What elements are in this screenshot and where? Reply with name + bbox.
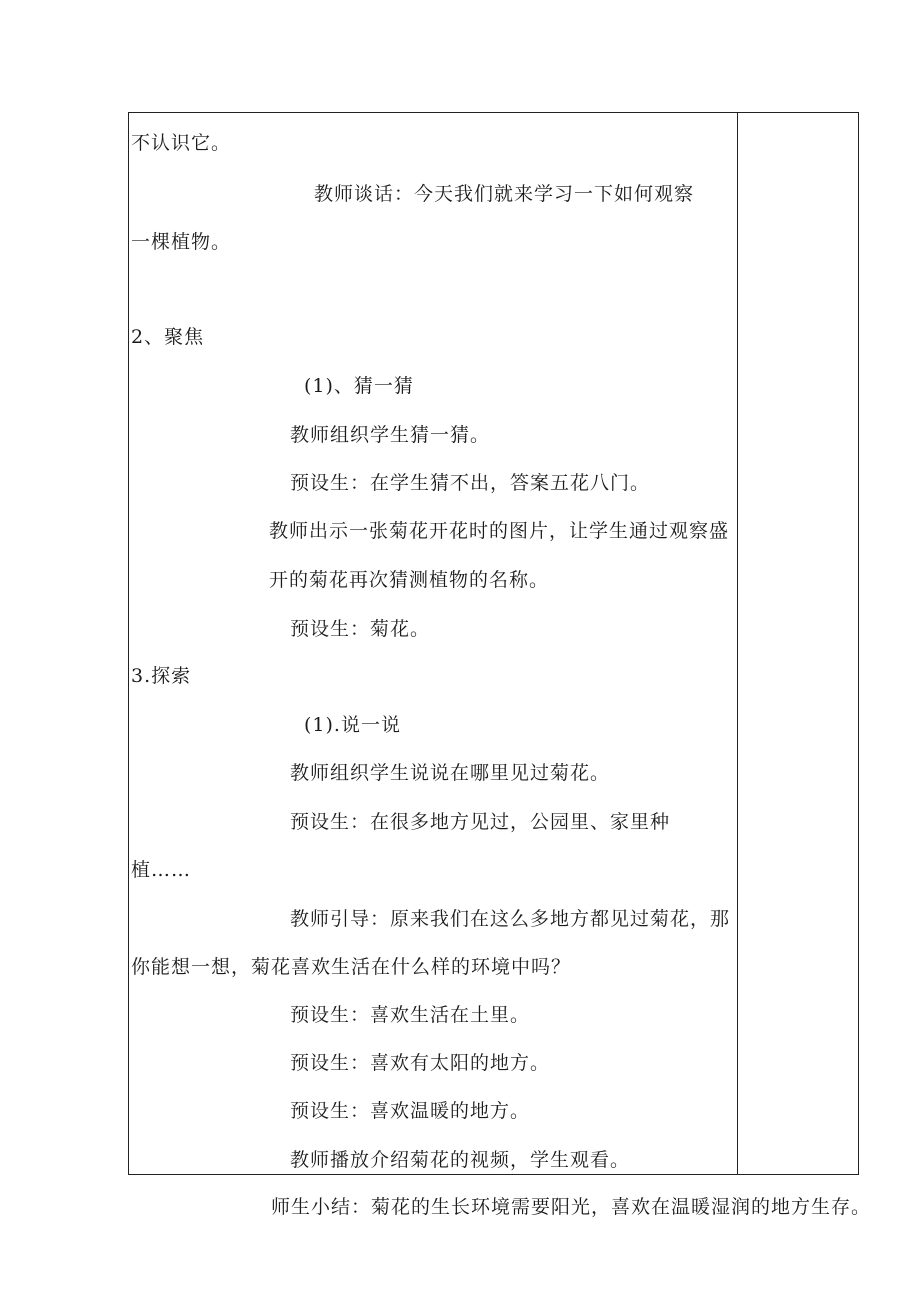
- section-heading: 3.探索: [131, 665, 192, 687]
- section-heading: 2、聚焦: [131, 326, 205, 348]
- text-line: 教师播放介绍菊花的视频，学生观看。: [290, 1149, 631, 1171]
- text-line: 预设生：菊花。: [290, 618, 431, 640]
- text-line: 预设生：喜欢温暖的地方。: [290, 1100, 531, 1122]
- text-line: 你能想一想，菊花喜欢生活在什么样的环境中吗？: [131, 956, 572, 978]
- subsection-heading: (1)、猜一猜: [304, 375, 414, 397]
- text-line: 教师组织学生说说在哪里见过菊花。: [290, 762, 611, 784]
- text-line: 教师引导：原来我们在这么多地方都见过菊花，那: [290, 908, 731, 930]
- text-line: 教师组织学生猜一猜。: [290, 424, 491, 446]
- text-line: 教师谈话：今天我们就来学习一下如何观察: [314, 183, 695, 205]
- text-line: 预设生：在很多地方见过，公园里、家里种: [290, 811, 671, 833]
- text-line: 预设生：喜欢生活在土里。: [290, 1004, 531, 1026]
- text-line: 开的菊花再次猜测植物的名称。: [269, 569, 550, 591]
- summary-line: 师生小结：菊花的生长环境需要阳光，喜欢在温暖湿润的地方生存。: [271, 1196, 872, 1218]
- text-line: 一棵植物。: [131, 231, 232, 253]
- table-column-divider: [737, 112, 738, 1175]
- text-line: 植……: [131, 859, 192, 881]
- text-line: 预设生：在学生猜不出，答案五花八门。: [290, 472, 651, 494]
- text-line: 预设生：喜欢有太阳的地方。: [290, 1052, 551, 1074]
- text-line: 不认识它。: [131, 132, 232, 154]
- text-line: 教师出示一张菊花开花时的图片，让学生通过观察盛: [269, 520, 730, 542]
- subsection-heading: (1).说一说: [304, 714, 401, 736]
